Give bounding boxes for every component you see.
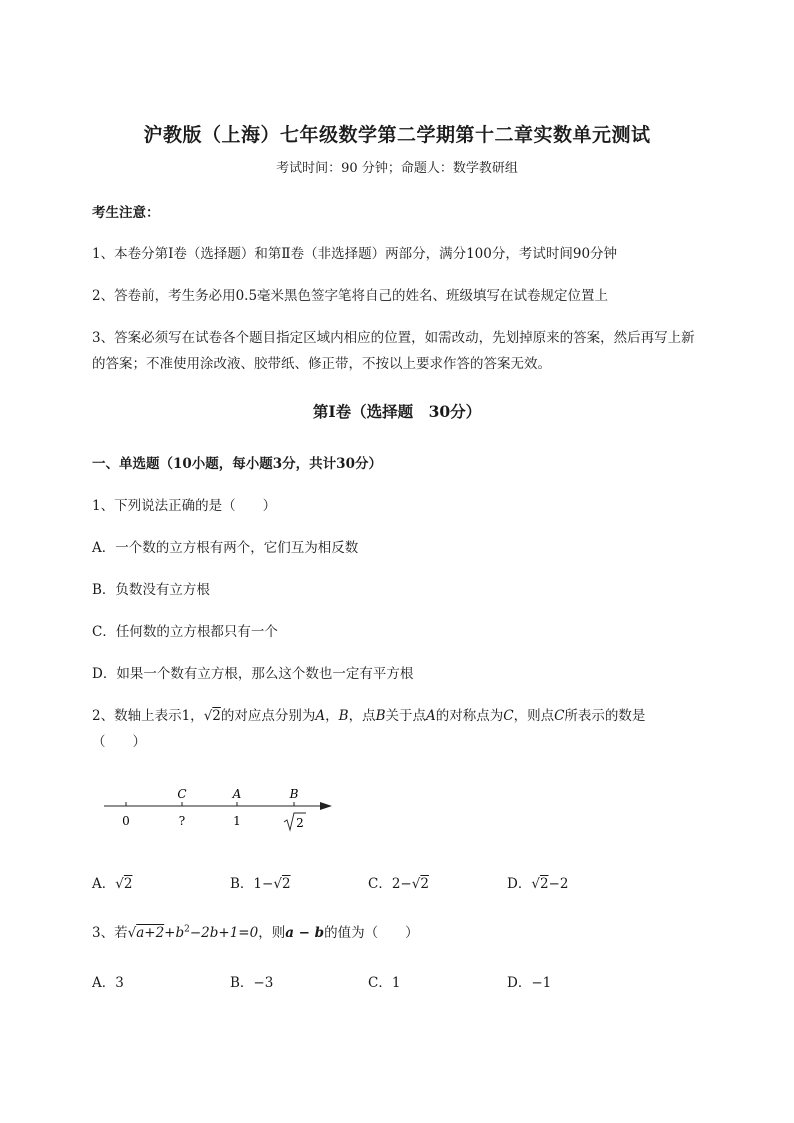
question-1-option-a: A．一个数的立方根有两个，它们互为相反数	[92, 540, 359, 556]
notice-item: 的答案；不准使用涂改液、胶带纸、修正带，不按以上要求作答的答案无效。	[92, 356, 551, 372]
sqrt-symbol: √	[203, 708, 213, 724]
label-root-two: 2	[296, 816, 304, 830]
section-title: 第Ⅰ卷（选择题 30分）	[312, 402, 482, 421]
part-heading: 一、单选题（10小题，每小题3分，共计30分）	[92, 456, 382, 472]
notice-item: 2、答卷前，考生务必用0.5毫米黑色签字笔将自己的姓名、班级填写在试卷规定位置上	[92, 288, 609, 304]
label-a: A	[232, 787, 242, 801]
question-1-option-b: B．负数没有立方根	[92, 582, 210, 598]
label-zero: 0	[122, 814, 130, 828]
label-b: B	[289, 787, 299, 801]
question-3-option-c: C．1	[368, 975, 401, 991]
question-2-option-c: C．2−√2	[368, 876, 429, 892]
notice-heading: 考生注意：	[92, 205, 160, 221]
label-one: 1	[233, 814, 241, 828]
question-3-option-b: B．−3	[230, 975, 274, 991]
question-2-option-b: B．1−√2	[230, 876, 291, 892]
question-2-option-a: A．√2	[92, 876, 133, 892]
question-1-stem: 1、下列说法正确的是（ ）	[92, 498, 277, 514]
question-2-blank: （ ）	[92, 734, 146, 750]
question-3-option-a: A．3	[92, 975, 124, 991]
label-unknown: ?	[178, 814, 186, 828]
exam-info: 考试时间：90 分钟；命题人：数学教研组	[276, 161, 518, 176]
arrow-icon	[320, 802, 332, 810]
question-2-stem: 2、数轴上表示1，√2的对应点分别为A，B，点B关于点A的对称点为C，则点C所表示的数是	[92, 708, 646, 724]
question-2-option-d: D．√2−2	[507, 876, 569, 892]
number-line-figure	[100, 782, 340, 842]
question-1-option-c: C．任何数的立方根都只有一个	[92, 624, 278, 640]
notice-item: 3、答案必须写在试卷各个题目指定区域内相应的位置，如需改动，先划掉原来的答案，然后再写上新	[92, 330, 695, 346]
label-c: C	[177, 787, 187, 801]
page-title: 沪教版（上海）七年级数学第二学期第十二章实数单元测试	[143, 124, 651, 146]
question-3-stem: 3、若$√a+2+b^2-2b+1=0$，则a − b的值为（ ）	[92, 924, 419, 941]
question-3-option-d: D．−1	[507, 975, 552, 991]
question-1-option-d: D．如果一个数有立方根，那么这个数也一定有平方根	[92, 666, 414, 682]
notice-item: 1、本卷分第Ⅰ卷（选择题）和第Ⅱ卷（非选择题）两部分，满分100分，考试时间90分钟	[92, 246, 618, 262]
